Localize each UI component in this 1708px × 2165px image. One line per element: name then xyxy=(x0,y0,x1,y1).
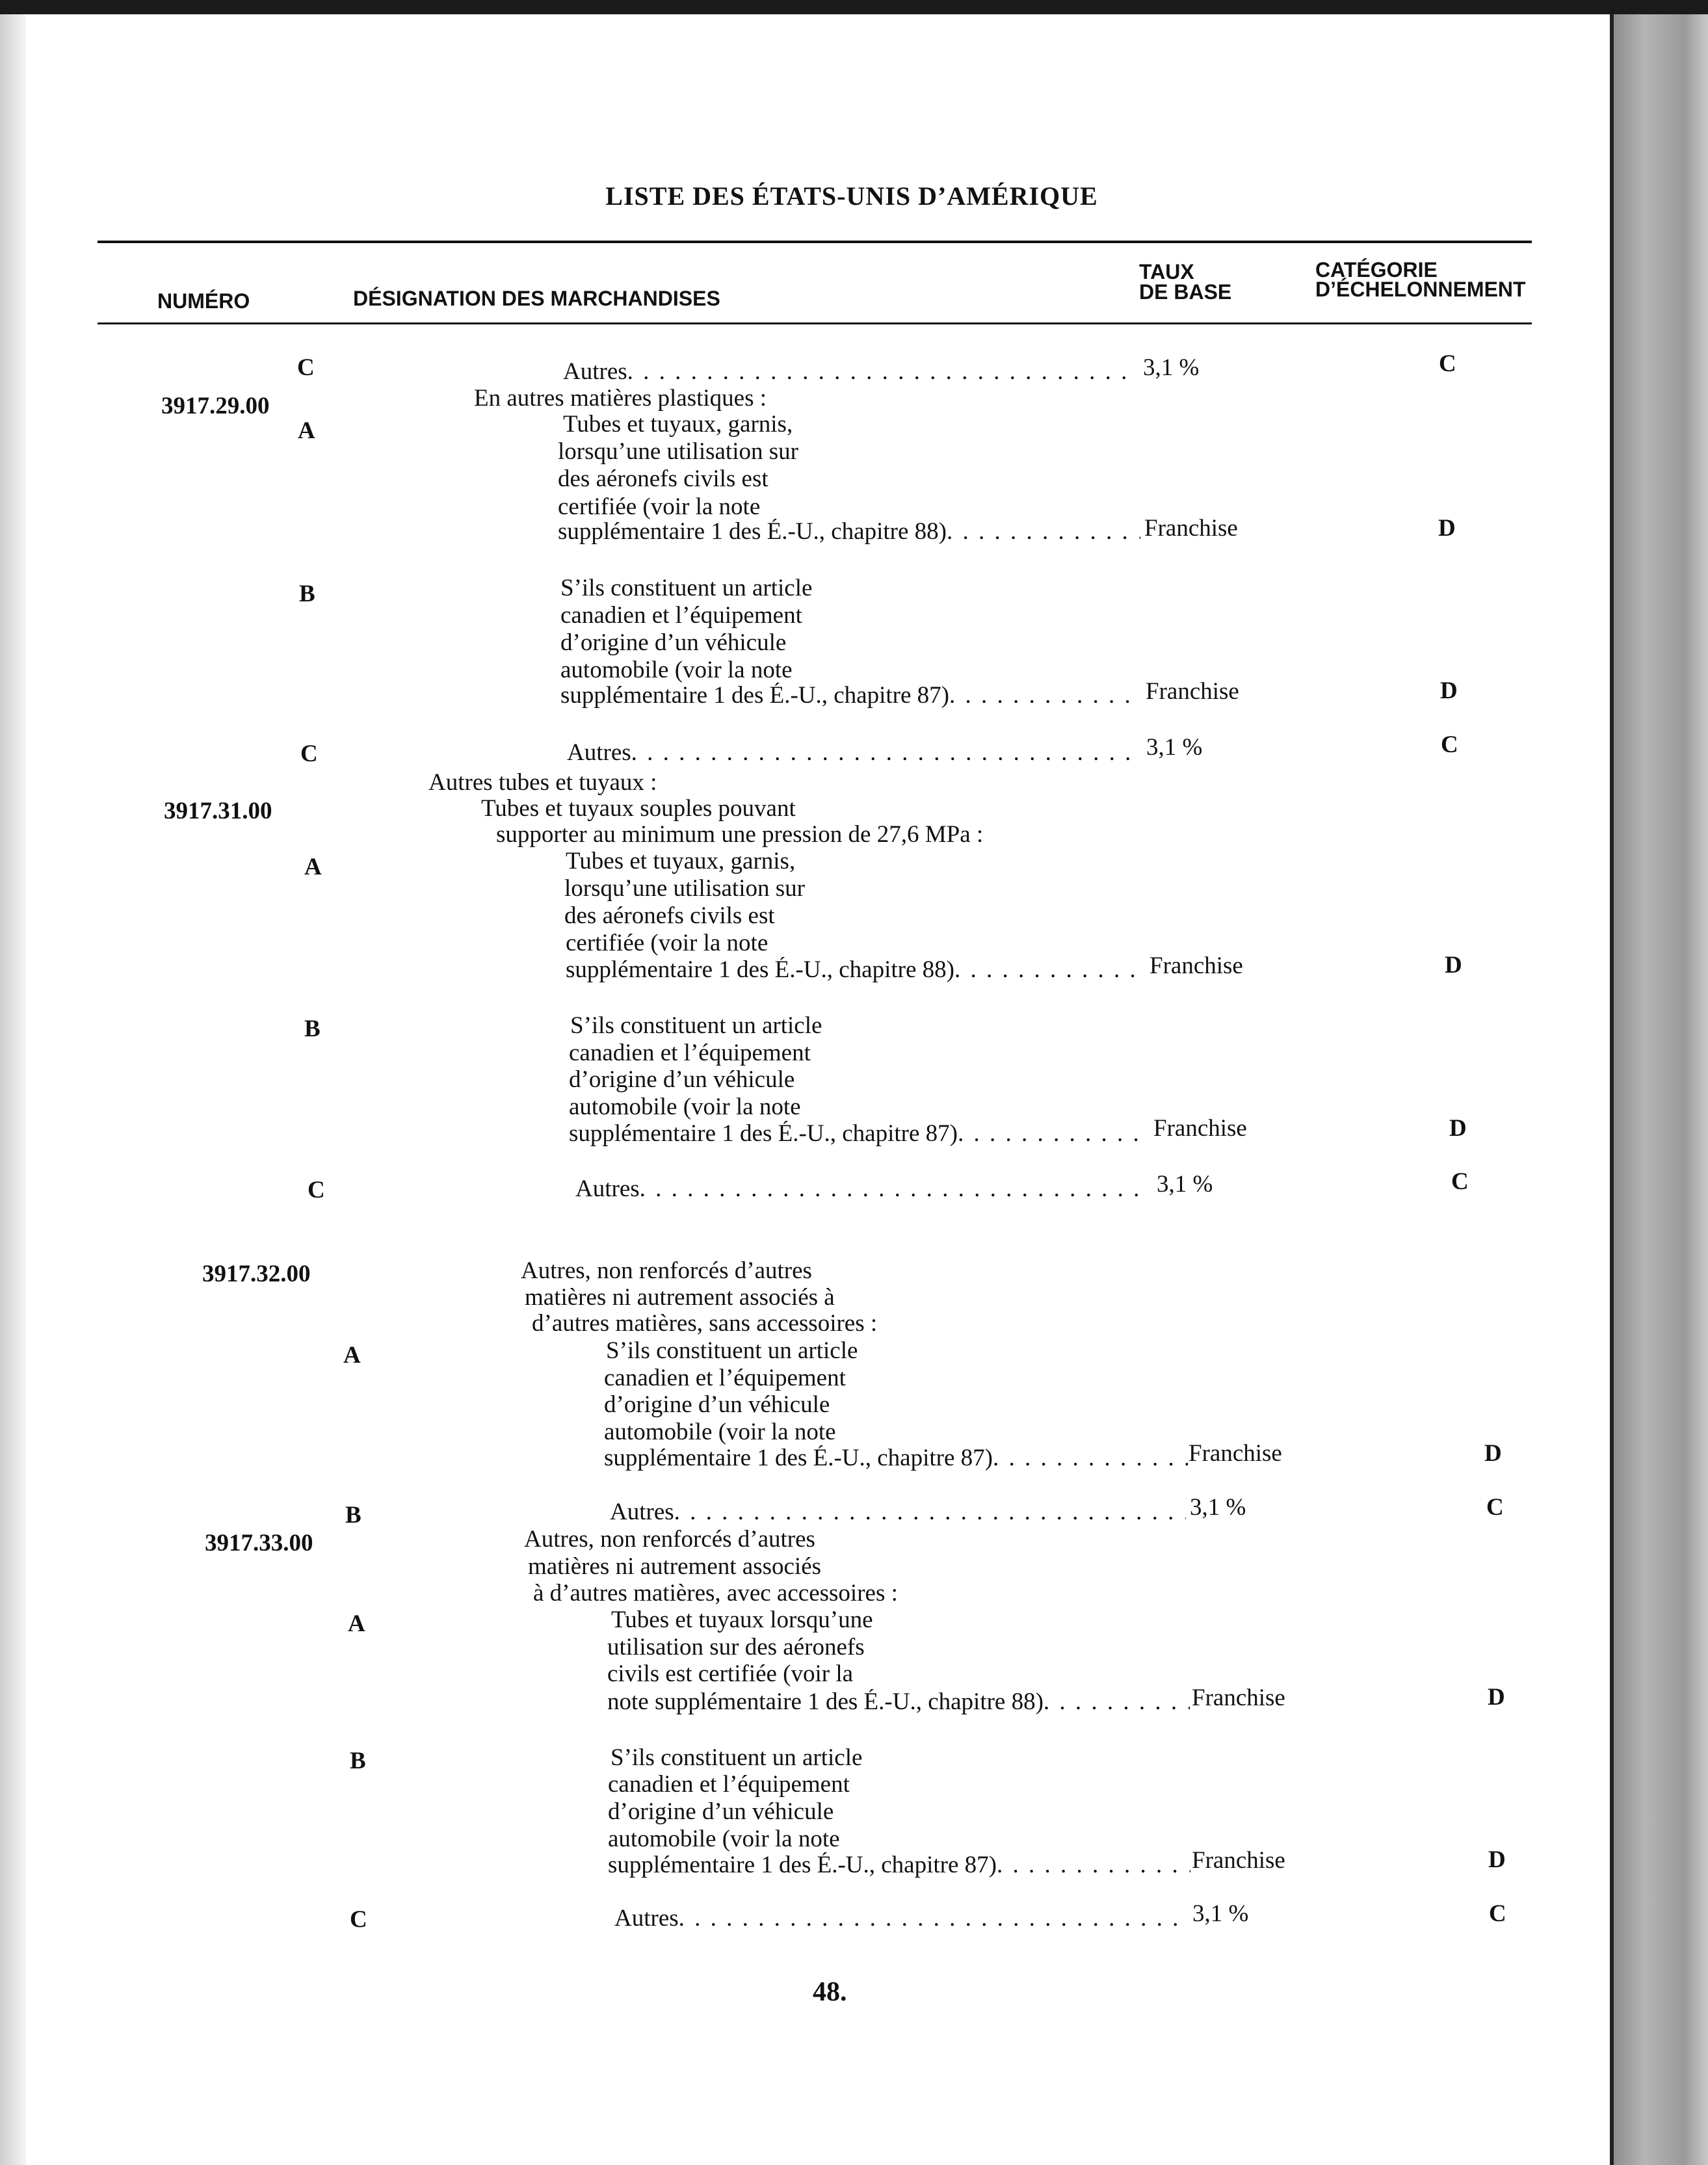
staging-category: D xyxy=(1488,1684,1505,1711)
subheading-letter: B xyxy=(304,1016,321,1042)
tariff-line: Autres. . . xyxy=(575,1176,1142,1202)
description-line: canadien et l’équipement xyxy=(604,1365,846,1391)
subheading-letter: C xyxy=(300,741,318,767)
header-categorie-line1: CATÉGORIE xyxy=(1315,258,1438,282)
tariff-line: Autres. . . xyxy=(614,1906,1187,1932)
subheading-letter: C xyxy=(308,1177,325,1203)
tariff-line: Autres. . . xyxy=(563,359,1126,385)
base-rate: Franchise xyxy=(1192,1685,1285,1711)
page-title: LISTE DES ÉTATS-UNIS D’AMÉRIQUE xyxy=(605,181,1098,211)
tariff-number: 3917.33.00 xyxy=(205,1530,313,1556)
description-line: des aéronefs civils est xyxy=(558,466,769,492)
staging-category: D xyxy=(1440,677,1458,704)
tariff-line: supplémentaire 1 des É.-U., chapitre 87). . . xyxy=(608,1852,1190,1878)
subheading-letter: A xyxy=(348,1610,365,1637)
staging-category: C xyxy=(1451,1168,1469,1195)
base-rate: Franchise xyxy=(1150,952,1243,979)
description-line: S’ils constituent un article xyxy=(570,1012,822,1039)
description-line: automobile (voir la note xyxy=(560,657,793,683)
base-rate: Franchise xyxy=(1192,1847,1285,1874)
subheading-letter: B xyxy=(345,1502,361,1529)
scan-right-edge xyxy=(1606,14,1708,2165)
description-line: En autres matières plastiques : xyxy=(474,385,767,412)
tariff-line: Autres. . . xyxy=(567,740,1130,766)
description-line: canadien et l’équipement xyxy=(569,1040,811,1066)
base-rate: Franchise xyxy=(1153,1115,1247,1142)
staging-category: D xyxy=(1445,952,1462,978)
description-line: S’ils constituent un article xyxy=(606,1337,858,1364)
tariff-line: Autres. . . xyxy=(610,1499,1186,1525)
description-line: d’origine d’un véhicule xyxy=(560,629,787,656)
subheading-letter: B xyxy=(299,581,315,607)
base-rate: Franchise xyxy=(1189,1440,1282,1467)
base-rate: Franchise xyxy=(1144,515,1238,542)
tariff-number: 3917.31.00 xyxy=(164,798,272,824)
header-top-rule xyxy=(98,241,1532,243)
description-line: d’origine d’un véhicule xyxy=(608,1798,834,1825)
description-line: automobile (voir la note xyxy=(569,1094,801,1120)
base-rate: 3,1 % xyxy=(1143,354,1200,381)
page-number: 48. xyxy=(813,1977,847,2007)
description-line: canadien et l’équipement xyxy=(560,602,802,629)
base-rate: 3,1 % xyxy=(1190,1494,1246,1521)
staging-category: D xyxy=(1484,1440,1502,1467)
description-line: Tubes et tuyaux lorsqu’une xyxy=(611,1607,873,1633)
description-line: civils est certifiée (voir la xyxy=(607,1660,854,1687)
scan-left-edge xyxy=(0,14,26,2165)
description-line: des aéronefs civils est xyxy=(564,902,775,929)
base-rate: Franchise xyxy=(1146,678,1239,705)
header-taux-line2: DE BASE xyxy=(1139,280,1232,304)
staging-category: D xyxy=(1438,515,1456,542)
description-line: Autres, non renforcés d’autres xyxy=(521,1257,812,1284)
subheading-letter: A xyxy=(304,854,322,880)
description-line: automobile (voir la note xyxy=(604,1419,836,1445)
base-rate: 3,1 % xyxy=(1146,734,1203,761)
staging-category: C xyxy=(1441,731,1458,758)
description-line: utilisation sur des aéronefs xyxy=(607,1634,865,1660)
description-line: à d’autres matières, avec accessoires : xyxy=(533,1580,898,1607)
tariff-line: note supplémentaire 1 des É.-U., chapitre 88). . . xyxy=(607,1689,1190,1715)
description-line: matières ni autrement associés à xyxy=(525,1284,835,1311)
description-line: automobile (voir la note xyxy=(608,1826,840,1852)
subheading-letter: C xyxy=(297,354,315,381)
header-taux-line1: TAUX xyxy=(1139,260,1194,283)
description-line: matières ni autrement associés xyxy=(528,1553,822,1580)
header-numero: NUMÉRO xyxy=(157,289,250,313)
staging-category: C xyxy=(1439,350,1456,377)
subheading-letter: A xyxy=(343,1342,361,1369)
description-line: Autres tubes et tuyaux : xyxy=(428,769,657,796)
description-line: Tubes et tuyaux, garnis, xyxy=(566,848,796,874)
description-line: d’origine d’un véhicule xyxy=(604,1391,830,1418)
description-line: supporter au minimum une pression de 27,6 MPa : xyxy=(496,821,984,848)
header-categorie-line2: D’ÉCHELONNEMENT xyxy=(1315,278,1526,301)
tariff-line: supplémentaire 1 des É.-U., chapitre 88). . . xyxy=(566,957,1147,983)
scan-top-border xyxy=(0,0,1708,14)
description-line: canadien et l’équipement xyxy=(608,1771,850,1798)
subheading-letter: C xyxy=(350,1906,367,1933)
description-line: S’ils constituent un article xyxy=(560,575,813,601)
base-rate: 3,1 % xyxy=(1157,1171,1213,1198)
subheading-letter: A xyxy=(298,417,315,444)
header-designation: DÉSIGNATION DES MARCHANDISES xyxy=(353,287,720,310)
description-line: d’autres matières, sans accessoires : xyxy=(532,1310,878,1337)
staging-category: C xyxy=(1486,1494,1504,1521)
description-line: S’ils constituent un article xyxy=(611,1744,863,1771)
tariff-number: 3917.32.00 xyxy=(202,1261,311,1287)
tariff-line: supplémentaire 1 des É.-U., chapitre 87). . . xyxy=(569,1121,1150,1147)
description-line: certifiée (voir la note xyxy=(566,930,769,956)
description-line: lorsqu’une utilisation sur xyxy=(558,438,798,465)
tariff-number: 3917.29.00 xyxy=(161,393,270,419)
staging-category: D xyxy=(1449,1115,1467,1142)
staging-category: D xyxy=(1488,1846,1506,1873)
base-rate: 3,1 % xyxy=(1192,1900,1249,1927)
staging-category: C xyxy=(1489,1900,1506,1927)
description-line: lorsqu’une utilisation sur xyxy=(564,875,805,902)
tariff-line: supplémentaire 1 des É.-U., chapitre 87). . . xyxy=(604,1445,1188,1471)
description-line: Tubes et tuyaux souples pouvant xyxy=(481,795,796,822)
tariff-line: supplémentaire 1 des É.-U., chapitre 87). . . xyxy=(560,683,1142,709)
description-line: d’origine d’un véhicule xyxy=(569,1066,795,1093)
description-line: certifiée (voir la note xyxy=(558,493,761,520)
header-bottom-rule xyxy=(98,322,1532,324)
tariff-line: supplémentaire 1 des É.-U., chapitre 88). . . xyxy=(558,519,1140,545)
description-line: Autres, non renforcés d’autres xyxy=(524,1526,815,1553)
subheading-letter: B xyxy=(350,1748,366,1774)
description-line: Tubes et tuyaux, garnis, xyxy=(563,411,793,438)
